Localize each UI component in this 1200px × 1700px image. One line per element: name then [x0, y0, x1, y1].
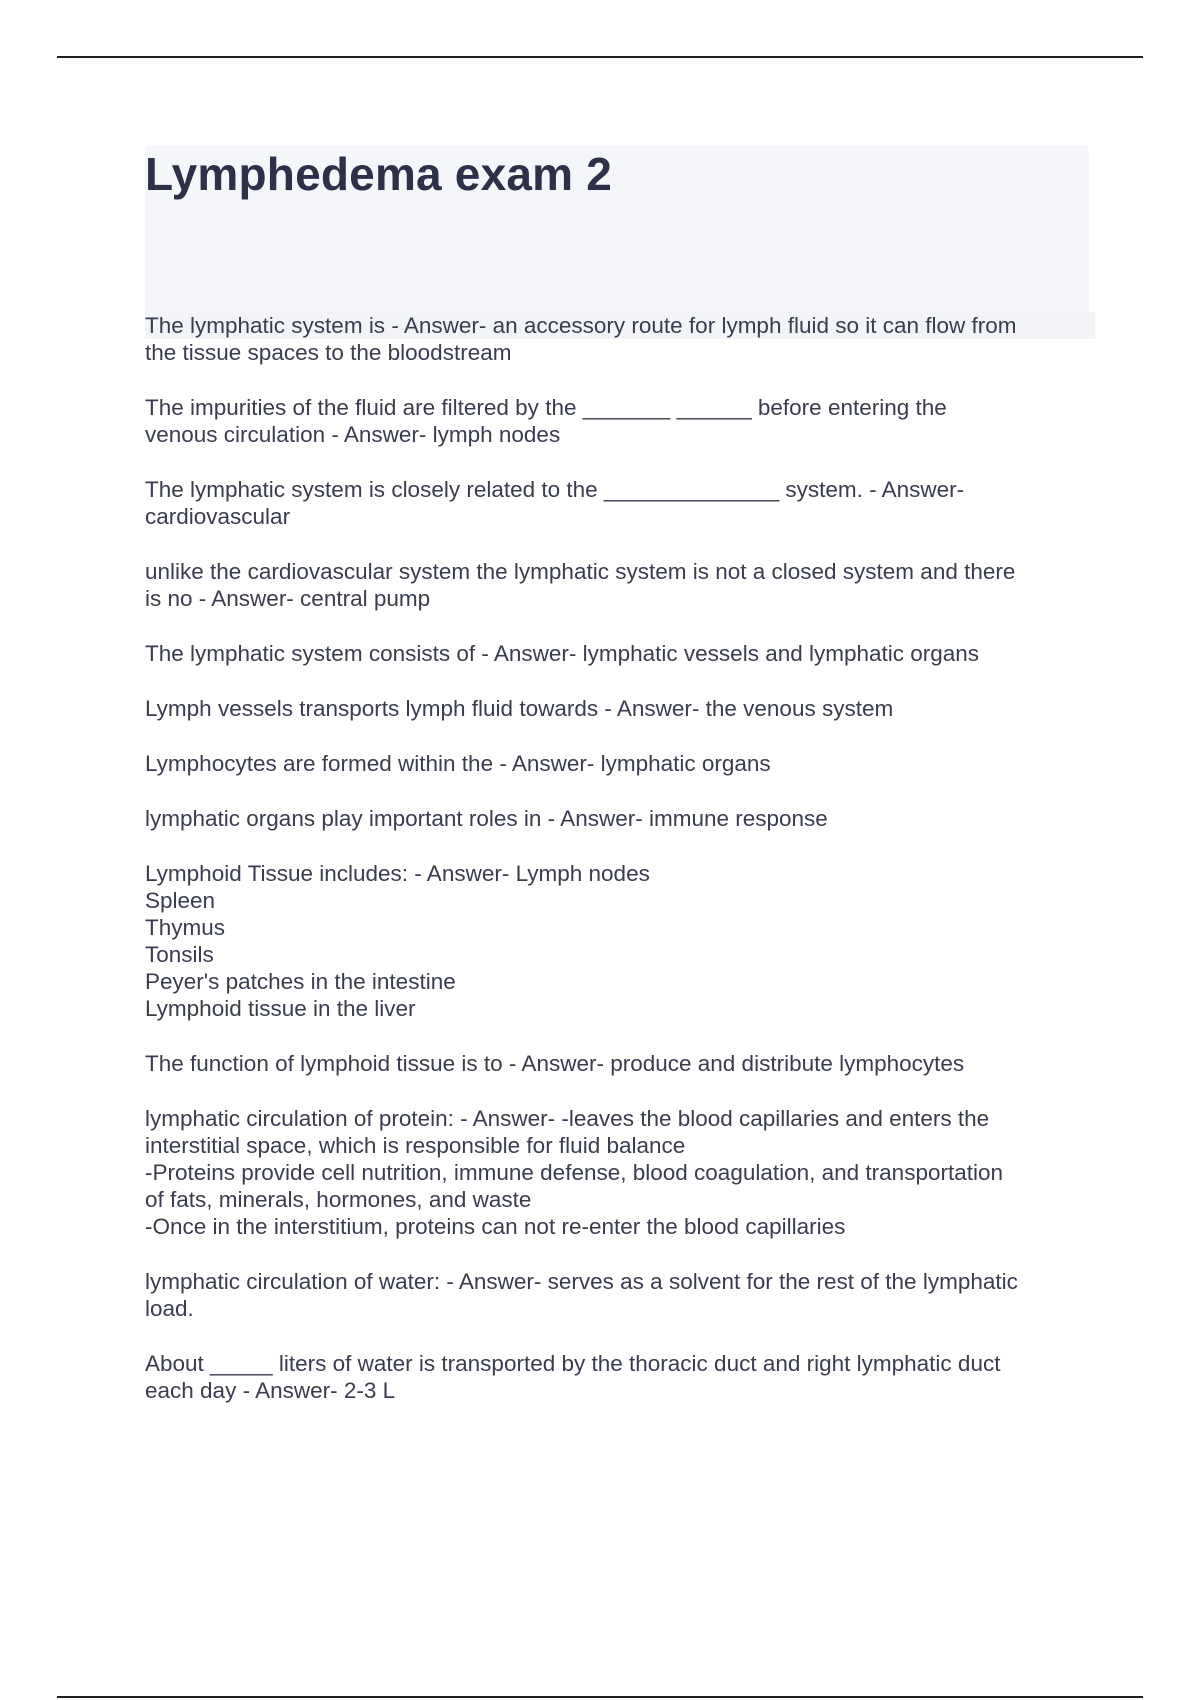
qa-line: each day - Answer- 2-3 L: [145, 1378, 396, 1403]
qa-line: unlike the cardiovascular system the lymphatic system is not a closed system and there: [145, 559, 1016, 584]
qa-line: interstitial space, which is responsible for fluid balance: [145, 1133, 686, 1158]
qa-item: [145, 750, 1095, 777]
page-title: Lymphedema exam 2: [145, 148, 613, 200]
qa-item: [145, 558, 1095, 612]
qa-list: [145, 312, 1095, 1432]
qa-item: [145, 695, 1095, 722]
qa-line: Lymphocytes are formed within the - Answer- lymphatic organs: [145, 751, 771, 776]
qa-line: cardiovascular: [145, 504, 291, 529]
qa-line: The lymphatic system is - Answer- an accessory route for lymph fluid so it can flow from: [145, 312, 1095, 339]
qa-item: [145, 476, 1095, 530]
bottom-rule: [57, 1696, 1143, 1698]
qa-line: -Proteins provide cell nutrition, immune defense, blood coagulation, and transportation: [145, 1160, 1004, 1185]
qa-line: of fats, minerals, hormones, and waste: [145, 1187, 532, 1212]
qa-line: lymphatic organs play important roles in - Answer- immune response: [145, 806, 828, 831]
qa-line: Lymphoid Tissue includes: - Answer- Lymph nodes: [145, 861, 650, 886]
qa-line: Thymus: [145, 915, 226, 940]
qa-item: [145, 1105, 1095, 1240]
qa-item: [145, 860, 1095, 1022]
qa-line: lymphatic circulation of protein: - Answer- -leaves the blood capillaries and enters the: [145, 1106, 990, 1131]
qa-item: [145, 394, 1095, 448]
qa-line: Tonsils: [145, 942, 214, 967]
qa-line: load.: [145, 1296, 194, 1321]
top-rule: [57, 56, 1143, 58]
qa-line: -Once in the interstitium, proteins can not re-enter the blood capillaries: [145, 1214, 846, 1239]
qa-line: Spleen: [145, 888, 216, 913]
qa-line: lymphatic circulation of water: - Answer- serves as a solvent for the rest of the lymphatic: [145, 1269, 1018, 1294]
qa-item: [145, 805, 1095, 832]
qa-line: The function of lymphoid tissue is to - Answer- produce and distribute lymphocytes: [145, 1051, 965, 1076]
qa-line: The lymphatic system is closely related to the ______________ system. - Answer-: [145, 477, 965, 502]
qa-line: Lymph vessels transports lymph fluid towards - Answer- the venous system: [145, 696, 894, 721]
qa-item: [145, 312, 1095, 366]
qa-line: is no - Answer- central pump: [145, 586, 431, 611]
qa-item: [145, 1350, 1095, 1404]
qa-line: About _____ liters of water is transported by the thoracic duct and right lymphatic duct: [145, 1351, 1001, 1376]
qa-item: [145, 1268, 1095, 1322]
qa-line: Peyer's patches in the intestine: [145, 969, 456, 994]
qa-line: The lymphatic system consists of - Answer- lymphatic vessels and lymphatic organs: [145, 641, 980, 666]
qa-item: [145, 640, 1095, 667]
qa-line: The impurities of the fluid are filtered by the _______ ______ before entering the: [145, 395, 947, 420]
qa-line: venous circulation - Answer- lymph nodes: [145, 422, 561, 447]
qa-line: the tissue spaces to the bloodstream: [145, 340, 512, 365]
qa-item: [145, 1050, 1095, 1077]
qa-line: Lymphoid tissue in the liver: [145, 996, 416, 1021]
